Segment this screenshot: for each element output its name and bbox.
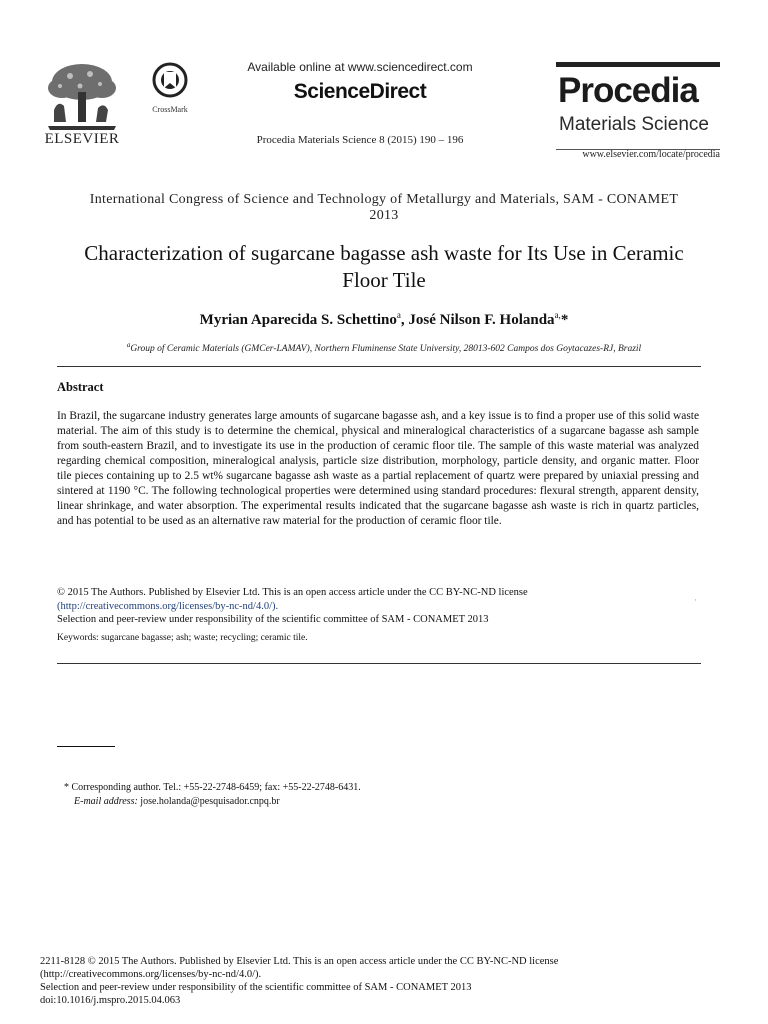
journal-logo	[556, 62, 720, 150]
footer-link[interactable]: (http://creativecommons.org/licenses/by-nc-nd/4.0/).	[40, 969, 262, 980]
sciencedirect-wordmark: ScienceDirect	[293, 80, 427, 103]
footnote	[64, 781, 684, 809]
corresponding-mark: *	[560, 312, 569, 328]
affiliation-text: Group of Ceramic Materials (GMCer-LAMAV), Northern Fluminense State University, 28013-602 Campos dos Goytacazes-RJ, Brazil	[130, 344, 642, 355]
footer-doi[interactable]: doi:10.1016/j.mspro.2015.04.063	[40, 995, 181, 1006]
journal-url[interactable]: www.elsevier.com/locate/procedia	[582, 149, 720, 160]
congress-name: International Congress of Science and Technology of Metallurgy and Materials, SAM - CONAMET 2013	[89, 192, 679, 223]
footer-line: Selection and peer-review under responsibility of the scientific committee of SAM - CONAMET 2013	[40, 982, 472, 993]
affiliation-sup: a	[396, 310, 401, 320]
affiliation	[40, 341, 728, 354]
author-name: Myrian Aparecida S. Schettino	[199, 312, 397, 328]
author-separator: ,	[400, 312, 409, 328]
affiliation-sup: a	[126, 341, 131, 349]
footnote-rule	[57, 746, 115, 747]
rights-line: Selection and peer-review under responsibility of the scientific committee of SAM - CONAMET 2013	[57, 614, 489, 625]
affiliation-sup: a,	[554, 310, 561, 320]
keywords	[57, 633, 699, 643]
email-label: E-mail address:	[74, 796, 138, 807]
decorative-dot: ·	[694, 595, 697, 605]
page-footer	[40, 955, 700, 1007]
abstract-heading: Abstract	[57, 380, 104, 394]
available-online-text: Available online at www.sciencedirect.com	[247, 60, 473, 74]
author-list	[60, 310, 708, 329]
license-link[interactable]: (http://creativecommons.org/licenses/by-nc-nd/4.0/).	[57, 600, 279, 612]
crossmark-badge[interactable]	[148, 62, 192, 114]
journal-name: Procedia	[558, 71, 698, 110]
rights-statement	[57, 586, 699, 627]
footnote-star: *	[64, 782, 72, 793]
journal-subtitle: Materials Science	[559, 114, 709, 135]
divider	[57, 366, 701, 367]
divider	[57, 663, 701, 664]
crossmark-icon	[152, 62, 188, 98]
keywords-label: Keywords:	[57, 633, 99, 643]
rights-line: © 2015 The Authors. Published by Elsevier Ltd. This is an open access article under the CC BY-NC-ND license	[57, 587, 528, 598]
keywords-text: sugarcane bagasse; ash; waste; recycling; ceramic tile.	[98, 633, 308, 643]
journal-citation: Procedia Materials Science 8 (2015) 190 – 196	[256, 134, 464, 146]
publisher-wordmark: ELSEVIER	[44, 131, 120, 147]
paper-title: Characterization of sugarcane bagasse ash waste for Its Use in Ceramic Floor Tile	[84, 241, 684, 292]
author-name: José Nilson F. Holanda	[408, 312, 555, 328]
abstract-body: In Brazil, the sugarcane industry generates large amounts of sugarcane bagasse ash, and a key issue is to find a proper use of this solid waste material. The aim of this study is to determine the chemical, physical and mineralogical characteristics of a sugarcane bagasse ash sample from south-eastern Brazil, and to investigate its use in the production of ceramic floor tile. The sample of this waste material was analyzed regarding chemical composition, mineralogical analysis, particle size distribution, morphology, particle density, and organic matter. Floor tile pieces containing up to 2.5 wt% sugarcane bagasse ash waste as a partial replacement of quartz were prepared by uniaxial pressing and sintered at 1190 °C. The following technological properties were determined using standard procedures: flexural strength, apparent density, linear shrinkage, and water absorption. The experimental results indicated that the sugarcane bagasse ash waste is rich in quartz particles, and has potential to be used as an alternative raw material for the production of ceramic floor tile.	[57, 410, 699, 527]
email-address[interactable]: jose.holanda@pesquisador.cnpq.br	[137, 796, 280, 807]
footer-line: 2211-8128 © 2015 The Authors. Published by Elsevier Ltd. This is an open access article under the CC BY-NC-ND license	[40, 956, 559, 967]
corresponding-author: Corresponding author. Tel.: +55-22-2748-6459; fax: +55-22-2748-6431.	[71, 782, 361, 793]
crossmark-label: CrossMark	[152, 105, 188, 114]
